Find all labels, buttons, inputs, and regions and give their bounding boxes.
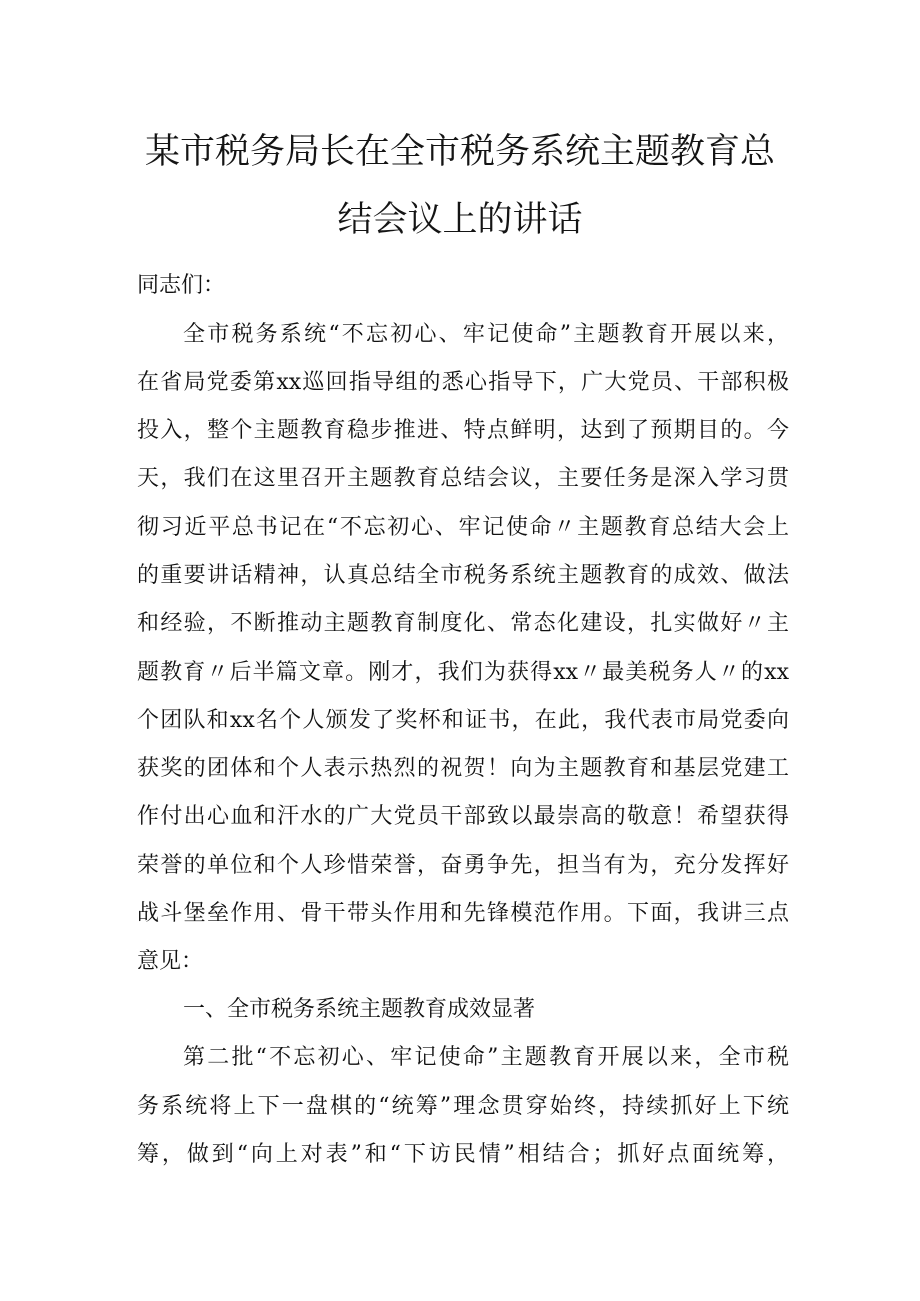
paragraph-1-line: 战斗堡垒作用、骨干带头作用和先锋模范作用。下面，我讲三点: [137, 901, 789, 926]
paragraph-2-line: 筹，做到“向上对表”和“下访民情”相结合；抓好点面统筹，: [137, 1142, 789, 1167]
paragraph-1-line: 天，我们在这里召开主题教育总结会议，主要任务是深入学习贯: [137, 466, 789, 491]
paragraph-1-line: 彻习近平总书记在“不忘初心、牢记使命〃主题教育总结大会上: [137, 515, 789, 540]
paragraph-2-line: 务系统将上下一盘棋的“统筹”理念贯穿始终，持续抓好上下统: [137, 1094, 789, 1119]
paragraph-1-line: 和经验，不断推动主题教育制度化、常态化建设，扎实做好〃主: [137, 611, 789, 636]
paragraph-1-line: 意见：: [137, 949, 204, 974]
paragraph-1-line: 作付出心血和汗水的广大党员干部致以最崇高的敬意！希望获得: [137, 804, 789, 829]
paragraph-1-line: 荣誉的单位和个人珍惜荣誉，奋勇争先，担当有为，充分发挥好: [137, 853, 789, 878]
document-title-line-2: 结会议上的讲话: [337, 200, 583, 240]
document-title-line-1: 某市税务局长在全市税务系统主题教育总: [144, 132, 775, 172]
paragraph-1-line: 在省局党委第xx巡回指导组的悉心指导下，广大党员、干部积极: [137, 370, 789, 395]
paragraph-1-line: 个团队和xx名个人颁发了奖杯和证书，在此，我代表市局党委向: [137, 708, 789, 733]
paragraph-1-line: 的重要讲话精神，认真总结全市税务系统主题教育的成效、做法: [137, 563, 789, 588]
paragraph-1-line: 全市税务系统“不忘初心、牢记使命”主题教育开展以来，: [183, 322, 789, 347]
paragraph-2-line: 第二批“不忘初心、牢记使命”主题教育开展以来，全市税: [183, 1045, 789, 1070]
section-1-heading: 一、全市税务系统主题教育成效显著: [183, 997, 536, 1022]
paragraph-1-line: 投入，整个主题教育稳步推进、特点鲜明，达到了预期目的。今: [137, 418, 789, 443]
paragraph-1-line: 获奖的团体和个人表示热烈的祝贺！向为主题教育和基层党建工: [137, 756, 789, 781]
paragraph-1-line: 题教育〃后半篇文章。刚才，我们为获得xx〃最美税务人〃的xx: [137, 660, 789, 685]
salutation: 同志们：: [137, 273, 226, 298]
